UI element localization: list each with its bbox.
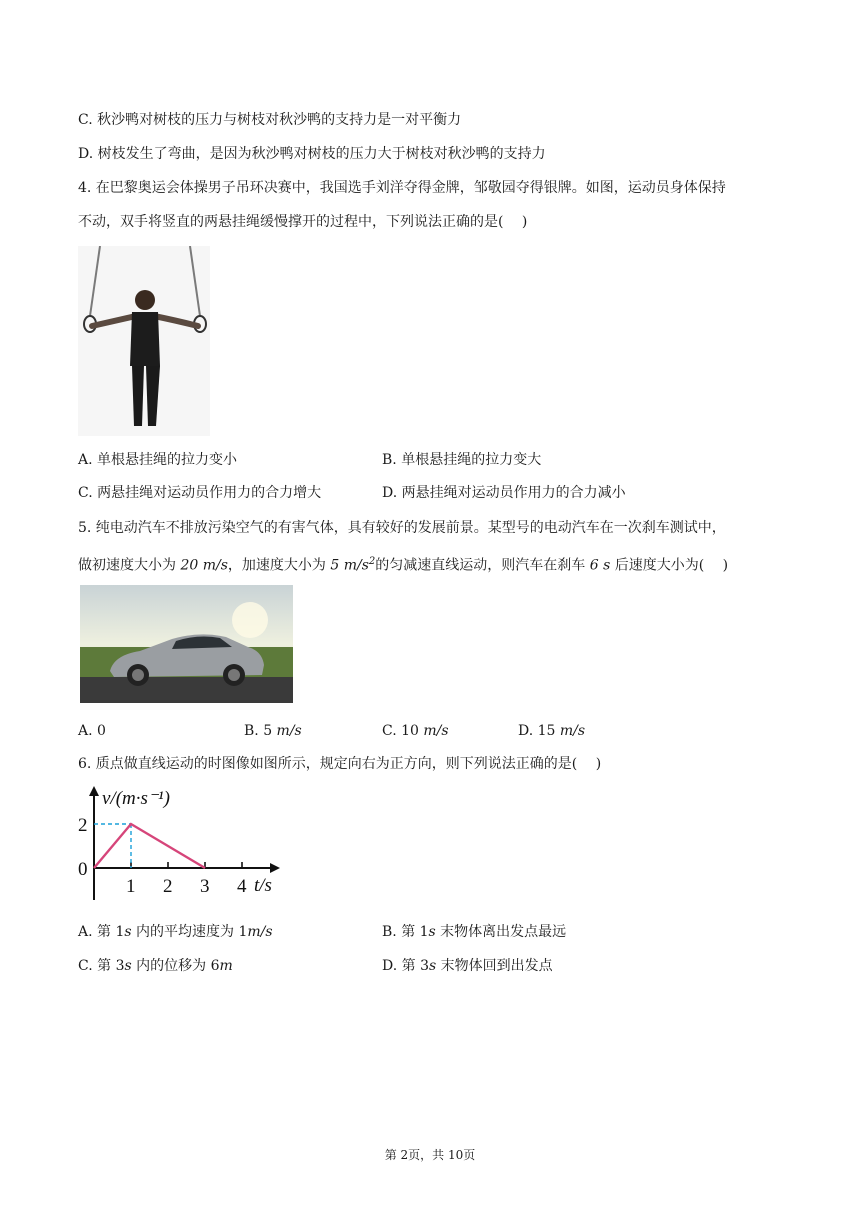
q6-option-a-pre: A. 第 1 bbox=[78, 924, 125, 940]
q4-option-a: A. 单根悬挂绳的拉力变小 bbox=[78, 452, 238, 468]
q5-option-c-unit: m/s bbox=[423, 723, 449, 739]
q5-acceleration-exponent: 2 bbox=[368, 556, 376, 567]
q5-acceleration: 5 m/s bbox=[330, 557, 369, 574]
q5-stem-text-a: 做初速度大小为 bbox=[78, 557, 181, 574]
q6-option-c bbox=[78, 956, 233, 976]
q5-option-c-value: C. 10 bbox=[382, 723, 424, 739]
q4-stem-line1: 4. 在巴黎奥运会体操男子吊环决赛中，我国选手刘洋夺得金牌，邹敬园夺得银牌。如图，运动员身体保持 bbox=[78, 180, 726, 196]
q6-option-c-pre: C. 第 3 bbox=[78, 958, 125, 974]
q6-option-b-rest: 末物体离出发点最远 bbox=[435, 924, 567, 940]
q6-option-a-mid: 内的平均速度为 1 bbox=[131, 924, 248, 940]
x-tick-label-2: 2 bbox=[163, 876, 173, 897]
page-footer: 第 2页，共 10页 bbox=[384, 1148, 476, 1162]
q4-option-c: C. 两悬挂绳对运动员作用力的合力增大 bbox=[78, 485, 322, 501]
q5-option-b-unit: m/s bbox=[276, 723, 302, 739]
q5-stem-line2 bbox=[78, 552, 728, 576]
q6-option-d-pre: D. 第 3 bbox=[382, 958, 429, 974]
y-tick-label-2: 2 bbox=[78, 815, 88, 836]
q5-stem-text-d: 后速度大小为( ) bbox=[610, 557, 729, 574]
q6-option-a-s: s bbox=[124, 924, 132, 940]
q5-option-d-unit: m/s bbox=[559, 723, 586, 739]
q6-option-c-unit: m bbox=[219, 958, 233, 974]
q5-option-a: A. 0 bbox=[78, 723, 106, 739]
velocity-series-line bbox=[94, 824, 205, 868]
q5-option-d bbox=[518, 721, 585, 741]
q6-option-d-rest: 末物体回到出发点 bbox=[436, 958, 553, 974]
q5-time: 6 s bbox=[589, 557, 611, 574]
q4-stem-line2: 不动，双手将竖直的两悬挂绳缓慢撑开的过程中，下列说法正确的是( ) bbox=[78, 214, 528, 230]
q3-option-d: D. 树枝发生了弯曲，是因为秋沙鸭对树枝的压力大于树枝对秋沙鸭的支持力 bbox=[78, 146, 546, 162]
gymnast-rings-image bbox=[78, 246, 210, 436]
x-tick-label-1: 1 bbox=[126, 876, 136, 897]
y-axis-label: v/(m·s⁻¹) bbox=[102, 788, 170, 809]
q4-option-b: B. 单根悬挂绳的拉力变大 bbox=[382, 452, 542, 468]
q5-stem-line1: 5. 纯电动汽车不排放污染空气的有害气体，具有较好的发展前景。某型号的电动汽车在一次刹车测试中， bbox=[78, 520, 726, 536]
q6-option-c-s: s bbox=[124, 958, 132, 974]
q5-stem-text-b: ，加速度大小为 bbox=[227, 557, 331, 574]
electric-car-image bbox=[80, 585, 293, 703]
x-tick-label-4: 4 bbox=[237, 876, 247, 897]
q6-option-d-s: s bbox=[428, 958, 437, 974]
q6-option-a bbox=[78, 922, 273, 942]
q6-option-b-s: s bbox=[428, 924, 436, 940]
q6-option-c-mid: 内的位移为 6 bbox=[131, 958, 220, 974]
x-tick-label-3: 3 bbox=[200, 876, 210, 897]
origin-label: 0 bbox=[78, 859, 88, 880]
y-axis-arrow bbox=[89, 786, 99, 796]
q5-option-d-value: D. 15 bbox=[518, 723, 560, 739]
q5-stem-text-c: 的匀减速直线运动，则汽车在刹车 bbox=[375, 557, 590, 574]
q5-option-c bbox=[382, 721, 449, 741]
q3-option-c: C. 秋沙鸭对树枝的压力与树枝对秋沙鸭的支持力是一对平衡力 bbox=[78, 112, 462, 128]
x-axis-arrow bbox=[270, 863, 280, 873]
q6-option-d bbox=[382, 956, 553, 976]
q5-option-b-value: B. 5 bbox=[244, 723, 277, 739]
velocity-time-chart bbox=[76, 782, 286, 908]
q5-option-b bbox=[244, 721, 302, 741]
q6-stem: 6. 质点做直线运动的时图像如图所示，规定向右为正方向，则下列说法正确的是( ) bbox=[78, 756, 602, 772]
q4-option-d: D. 两悬挂绳对运动员作用力的合力减小 bbox=[382, 485, 626, 501]
q6-option-b-pre: B. 第 1 bbox=[382, 924, 429, 940]
q5-initial-speed: 20 m/s bbox=[180, 557, 228, 574]
x-axis-label: t/s bbox=[254, 875, 272, 896]
q6-option-b bbox=[382, 922, 566, 942]
q6-option-a-unit: m/s bbox=[247, 924, 273, 940]
